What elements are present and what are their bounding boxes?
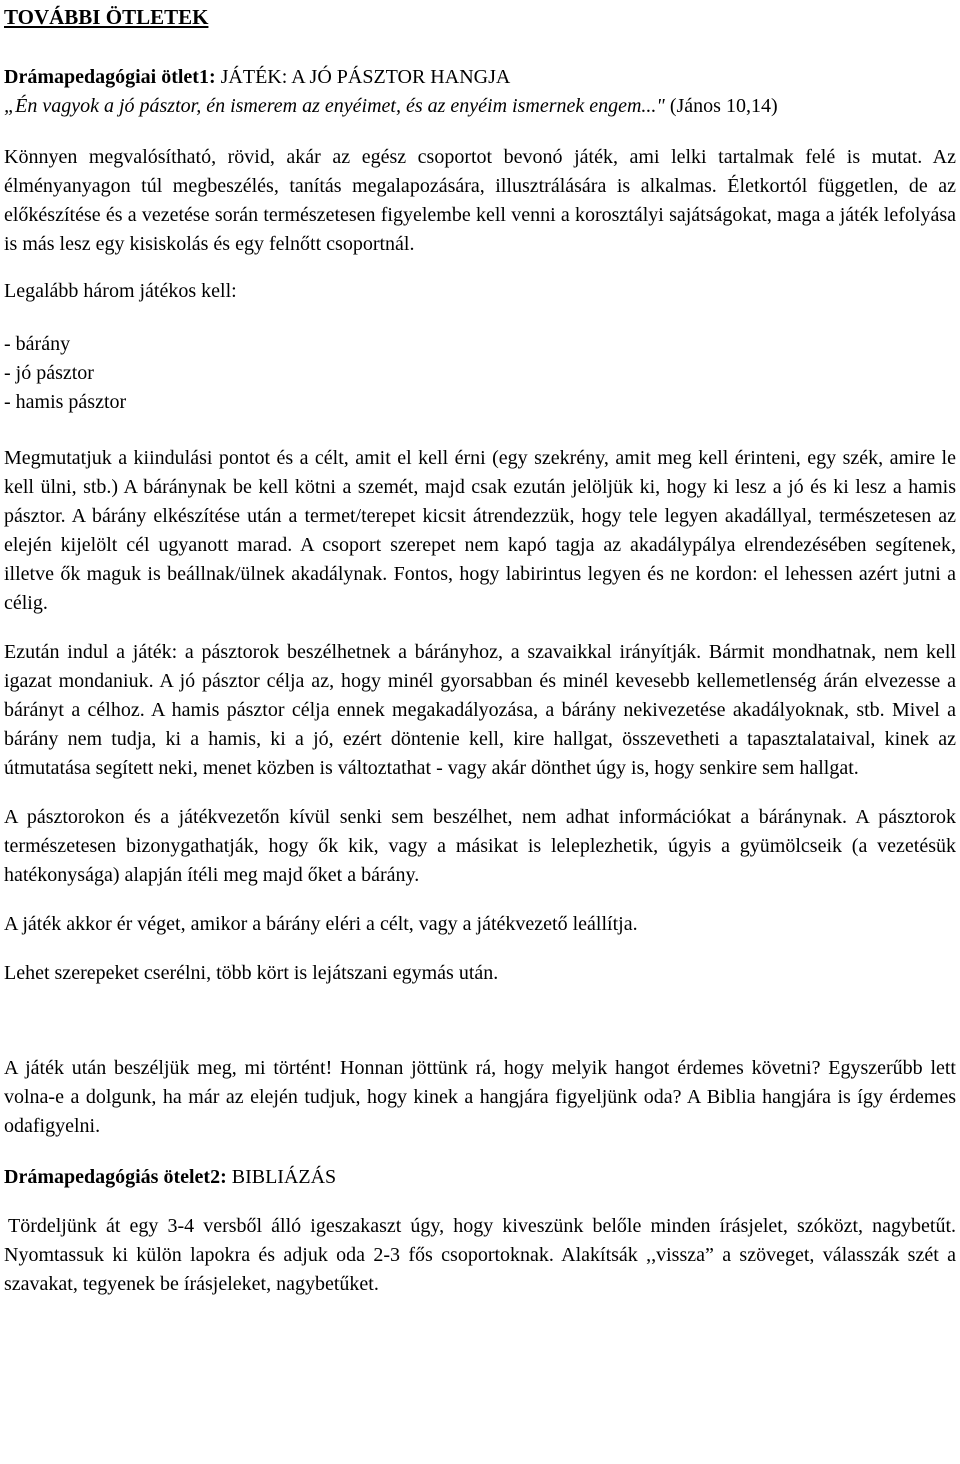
role-item-good-shepherd: - jó pásztor	[4, 362, 94, 384]
idea2-title-text: BIBLIÁZÁS	[226, 1166, 337, 1188]
idea1-quote-text: „Én vagyok a jó pásztor, én ismerem az enyéimet, és az enyéim ismernek engem..."	[4, 95, 665, 117]
idea2-title	[4, 1163, 956, 1192]
idea1-end-paragraph: A játék akkor ér véget, amikor a bárány eléri a célt, vagy a játékvezető leállítja.	[4, 913, 638, 935]
idea1-play-paragraph: Ezután indul a játék: a pásztorok beszélhetnek a bárányhoz, a szavaikkal irányítják. Bármit mondhatnak, nem kell igazat mondaniuk. A jó pásztor célja az, hogy minél gyorsabban és minél kevesebb kellemetlenség árán elvezesse a bárányt a célhoz. A hamis pásztor célja ennek megakadályozása, a bárány nekivezetése akadályoknak, stb. Mivel a bárány nem tudja, ki a hamis, ki a jó, ezért döntenie kell, kire hallgat, összevetheti a tapasztalataival, kinek az útmutatása segített neki, menet közben is változtathat - vagy akár dönthet úgy is, hogy senkire sem hallgat.	[4, 641, 956, 779]
idea1-title	[4, 63, 956, 92]
idea1-roles-intro: Legalább három játékos kell:	[4, 280, 237, 302]
role-item-false-shepherd: - hamis pásztor	[4, 391, 127, 413]
idea1-label: Drámapedagógiai ötlet1:	[4, 66, 216, 88]
page-heading: TOVÁBBI ÖTLETEK	[4, 5, 209, 29]
idea1-swap-paragraph: Lehet szerepeket cserélni, több kört is lejátszani egymás után.	[4, 962, 499, 984]
idea2-text-paragraph: Tördeljünk át egy 3-4 versből álló igeszakaszt úgy, hogy kiveszünk belőle minden írásjelet, szóközt, nagybetűt. Nyomtassuk ki külön lapokra és adjuk oda 2-3 fős csoportoknak. Alakítsák ,,vissza” a szöveget, válasszák szét a szavakat, tegyenek be írásjeleket, nagybetűket.	[4, 1215, 956, 1295]
idea1-quote-reference: (János 10,14)	[664, 95, 778, 117]
document-page	[4, 0, 956, 1299]
idea1-quote	[4, 92, 956, 121]
idea1-rules-paragraph: A pásztorokon és a játékvezetőn kívül senki sem beszélhet, nem adhat információkat a báránynak. A pásztorok természetesen bizonygathatják, hogy ők kik, vagy a másikat is leleplezhetik, úgyis a gyümölcseik (a vezetésük hatékonysága) alapján ítéli meg majd őket a bárány.	[4, 806, 956, 886]
idea1-roles-list	[4, 330, 956, 417]
idea1-setup-paragraph: Megmutatjuk a kiindulási pontot és a célt, amit el kell érni (egy szekrény, amit meg kell érinteni, egy szék, amire le kell ülni, stb.) A báránynak be kell kötni a szemét, majd csak ezután jelöljük ki, hogy ki lesz a jó és ki lesz a hamis pásztor. A bárány elkészítése után a termet/terepet kicsit átrendezzük, hogy tele legyen akadállyal, természetesen az elején kijelölt cél ugyanott marad. A csoport szerepet nem kapó tagja az akadálypálya elrendezésében segítenek, illetve ők maguk is beállnak/ülnek akadálynak. Fontos, hogy labirintus legyen és ne kordon: el lehessen azért jutni a célig.	[4, 447, 956, 614]
role-item-lamb: - bárány	[4, 333, 71, 355]
idea2-label: Drámapedagógiás ötelet2:	[4, 1166, 227, 1188]
idea1-discussion-paragraph: A játék után beszéljük meg, mi történt! Honnan jöttünk rá, hogy melyik hangot érdemes követni? Egyszerűbb lett volna-e a dolgunk, ha már az elején tudjuk, hogy kinek a hangjára figyeljünk oda? A Biblia hangjára is így érdemes odafigyelni.	[4, 1057, 956, 1137]
idea1-intro-paragraph: Könnyen megvalósítható, rövid, akár az egész csoportot bevonó játék, ami lelki tartalmak felé is mutat. Az élményanyagon túl megbeszélés, tanítás megalapozására, illusztrálására is alkalmas. Életkortól független, de az előkészítése és a vezetése során természetesen figyelembe kell venni a korosztályi sajátságokat, maga a játék lefolyása is más lesz egy kisiskolás és egy felnőtt csoportnál.	[4, 146, 956, 255]
idea1-title-text: JÁTÉK: A JÓ PÁSZTOR HANGJA	[215, 66, 511, 88]
